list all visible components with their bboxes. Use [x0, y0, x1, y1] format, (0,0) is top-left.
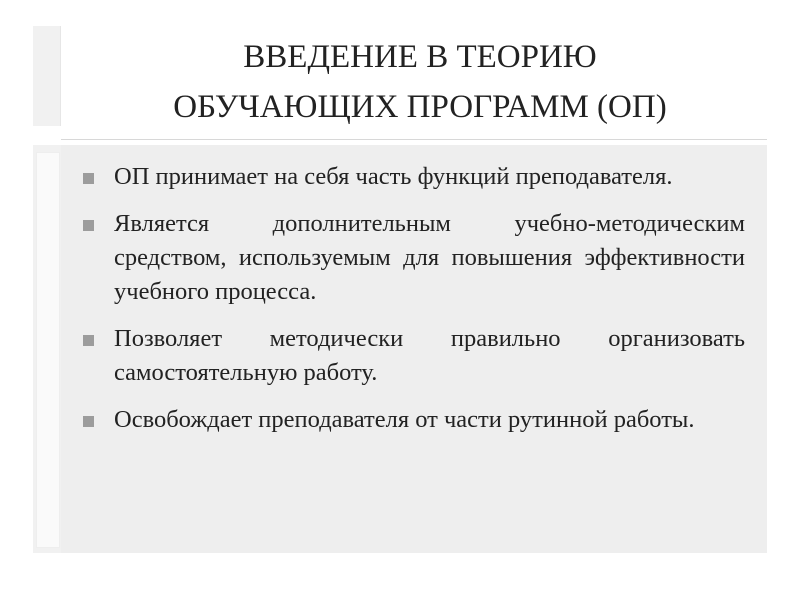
left-decor-bar-top — [33, 26, 61, 126]
bullet-text: Освобождает преподавателя от части рутинной работы. — [114, 406, 695, 433]
title-line-1: ВВЕДЕНИЕ В ТЕОРИЮ — [243, 39, 597, 75]
bullet-item — [80, 160, 745, 194]
bullet-list — [80, 160, 745, 450]
left-decor-bar-inner — [36, 152, 60, 548]
square-bullet-icon — [83, 335, 94, 346]
bullet-text: ОП принимает на себя часть функций преподавателя. — [114, 163, 673, 190]
bullet-text: Позволяет методически правильно организовать самостоятельную работу. — [114, 325, 745, 386]
square-bullet-icon — [83, 220, 94, 231]
square-bullet-icon — [83, 173, 94, 184]
left-decor-line — [60, 26, 61, 126]
square-bullet-icon — [83, 416, 94, 427]
title-divider — [61, 139, 767, 140]
bullet-item — [80, 403, 745, 437]
bullet-text: Является дополнительным учебно-методическим средством, используемым для повышения эффективности учебного процесса. — [114, 210, 745, 305]
bullet-item — [80, 207, 745, 309]
bullet-item — [80, 322, 745, 390]
title-line-2: ОБУЧАЮЩИХ ПРОГРАММ (ОП) — [173, 89, 667, 125]
slide-title — [80, 32, 760, 132]
